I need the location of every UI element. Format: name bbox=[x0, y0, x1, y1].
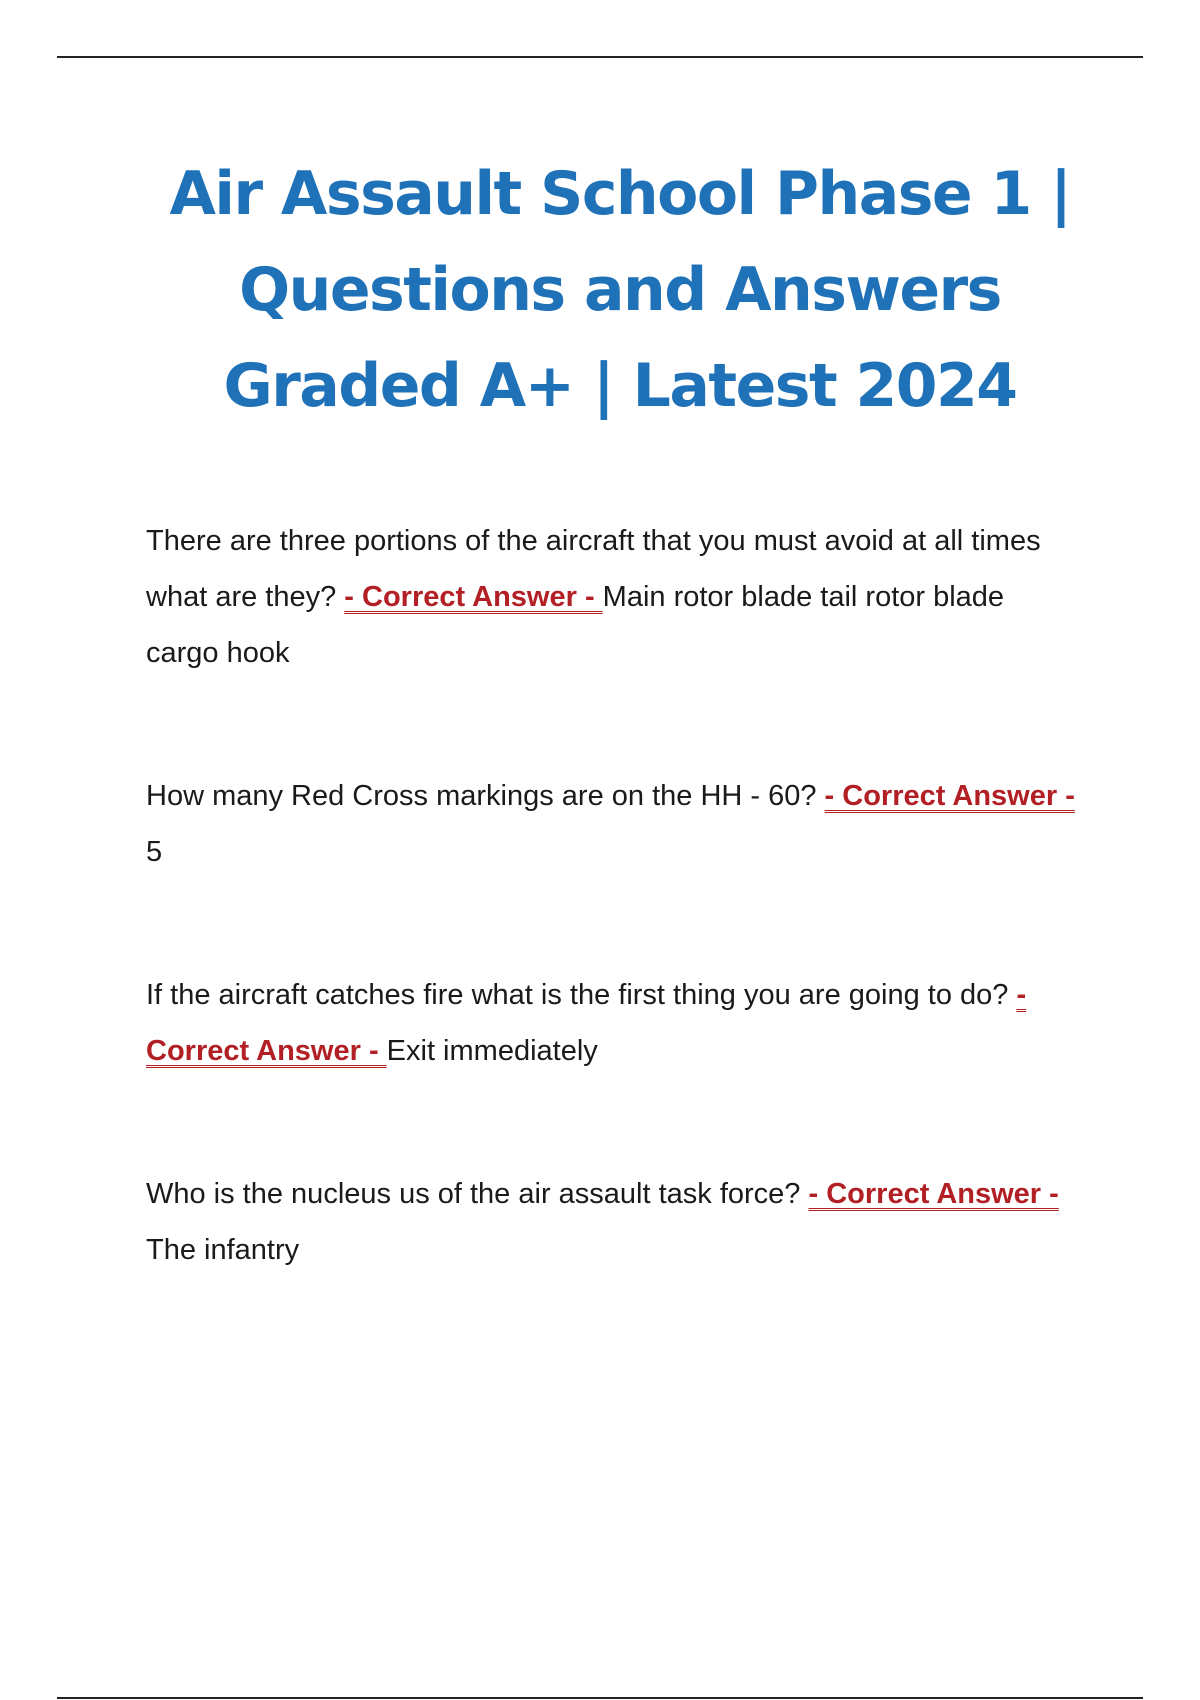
question-text: How many Red Cross markings are on the HH - 60? bbox=[146, 780, 825, 812]
answer-text: 5 bbox=[146, 836, 163, 868]
qa-item bbox=[146, 768, 1076, 880]
top-rule bbox=[57, 56, 1143, 58]
document-title: Air Assault School Phase 1 | Questions and Answers Graded A+ | Latest 2024 bbox=[169, 159, 1071, 421]
qa-item bbox=[146, 513, 1076, 681]
answer-text: The infantry bbox=[146, 1234, 300, 1266]
qa-item bbox=[146, 967, 1076, 1079]
answer-text: Main rotor blade tail rotor blade cargo hook bbox=[146, 581, 1005, 669]
correct-answer-marker: - Correct Answer - bbox=[344, 581, 603, 613]
question-text: There are three portions of the aircraft that you must avoid at all times what are they? bbox=[146, 525, 1041, 613]
qa-list bbox=[146, 513, 1076, 1278]
question-text: If the aircraft catches fire what is the first thing you are going to do? bbox=[146, 979, 1017, 1011]
correct-answer-marker: - Correct Answer - bbox=[808, 1178, 1059, 1210]
correct-answer-marker: - Correct Answer - bbox=[824, 780, 1075, 812]
qa-item bbox=[146, 1166, 1076, 1278]
question-text: Who is the nucleus us of the air assault task force? bbox=[146, 1178, 809, 1210]
bottom-rule bbox=[57, 1697, 1143, 1699]
correct-answer-marker: - Correct Answer - bbox=[146, 979, 1027, 1067]
answer-text: Exit immediately bbox=[386, 1035, 598, 1067]
